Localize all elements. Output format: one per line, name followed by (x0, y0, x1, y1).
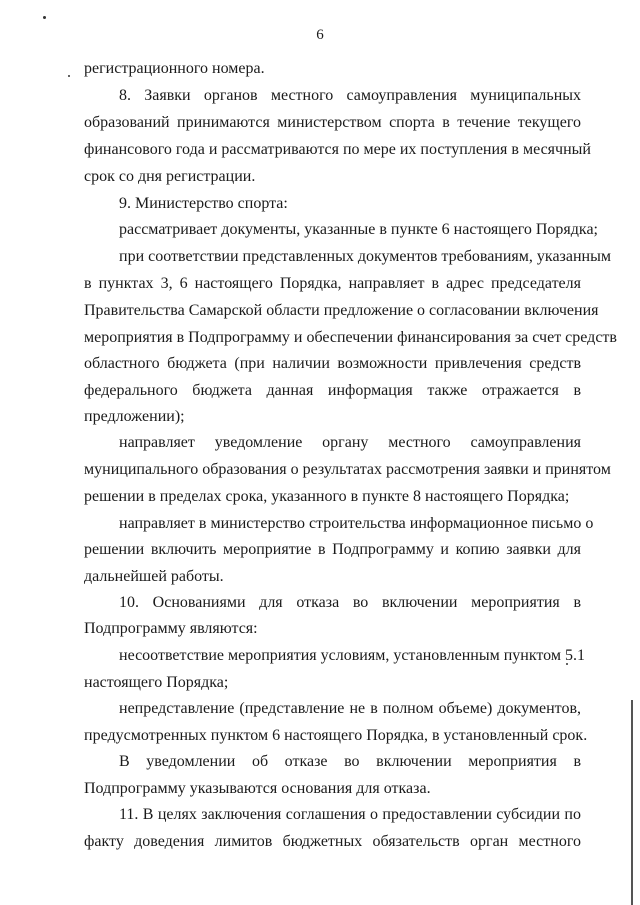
text-line: Подпрограмму являются: (84, 620, 258, 637)
text-line: 9. Министерство спорта: (119, 195, 288, 212)
text-line: регистрационного номера. (84, 60, 265, 77)
text-line: факту доведения лимитов бюджетных обязательств орган местного (84, 833, 581, 850)
text-line: Правительства Самарской области предложение о согласовании включения (84, 302, 599, 319)
text-line: направляет в министерство строительства информационное письмо о (119, 515, 594, 532)
scan-speck (68, 75, 70, 77)
text-line: несоответствие мероприятия условиям, установленным пунктом 5.1 (119, 647, 585, 664)
text-line: в пунктах 3, 6 настоящего Порядка, направляет в адрес председателя (84, 275, 581, 292)
text-line: муниципального образования о результатах рассмотрения заявки и принятом (84, 461, 611, 478)
text-line: при соответствии представленных документов требованиям, указанным (119, 248, 611, 265)
scan-speck (43, 16, 46, 19)
text-line: предложении); (84, 408, 185, 425)
text-line: Подпрограмму указываются основания для отказа. (84, 780, 431, 797)
text-line: решении в пределах срока, указанного в пункте 8 настоящего Порядка; (84, 488, 570, 505)
text-line: дальнейшей работы. (84, 568, 224, 585)
text-line: решении включить мероприятие в Подпрограмму и копию заявки для (84, 541, 581, 558)
text-line: федерального бюджета данная информация также отражается в (84, 382, 581, 399)
text-line: В уведомлении об отказе во включении мероприятия в (119, 753, 581, 770)
text-line: мероприятия в Подпрограмму и обеспечении финансирования за счет средств (84, 329, 617, 346)
text-line: направляет уведомление органу местного самоуправления (119, 434, 581, 451)
text-line: непредставление (представление не в полном объеме) документов, (119, 700, 581, 717)
text-line: финансового года и рассматриваются по мере их поступления в месячный (84, 141, 591, 158)
text-line: срок со дня регистрации. (84, 168, 256, 185)
scan-edge-line (631, 700, 633, 905)
page-number: 6 (316, 27, 324, 43)
text-line: образований принимаются министерством спорта в течение текущего (84, 114, 581, 131)
text-line: 10. Основаниями для отказа во включении мероприятия в (119, 594, 581, 611)
text-line: 8. Заявки органов местного самоуправления муниципальных (119, 87, 581, 104)
text-line: 11. В целях заключения соглашения о предоставлении субсидии по (119, 806, 581, 823)
text-line: областного бюджета (при наличии возможности привлечения средств (84, 355, 581, 372)
text-line: рассматривает документы, указанные в пункте 6 настоящего Порядка; (119, 221, 598, 238)
text-line: предусмотренных пунктом 6 настоящего Порядка, в установленный срок. (84, 727, 588, 744)
text-line: настоящего Порядка; (84, 674, 229, 691)
